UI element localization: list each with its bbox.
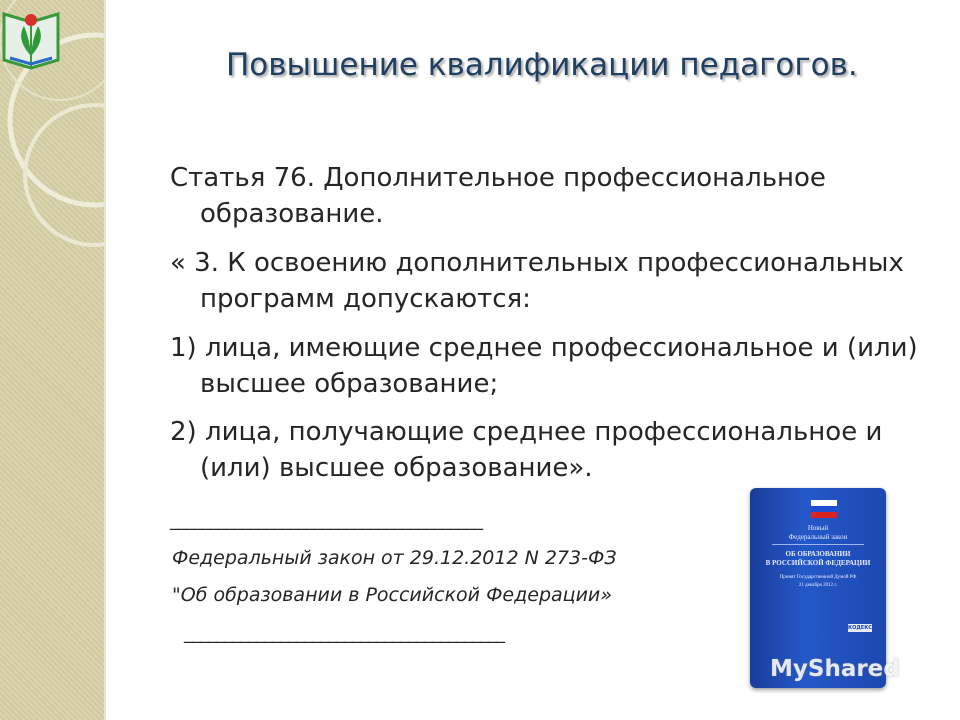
watermark: MyShared [770,656,900,682]
divider-top: _______________________________________ [170,510,482,531]
article-heading [170,160,920,232]
sidebar-edge [104,0,106,720]
russian-flag-icon [811,500,837,518]
divider-bottom: ________________________________________ [184,623,504,644]
book-divider [772,544,864,545]
item-3-line-1: « 3. К освоению дополнительных профессиональных [170,248,904,278]
item-1-line-1: 1) лица, имеющие среднее профессиональное и (или) [170,333,918,363]
book-publisher-badge: КОДЕКС [848,625,872,631]
law-citation-line-2: "Об образовании в Российской Федерации» [172,584,612,606]
sidebar-circles-decoration [0,0,104,720]
item-2-paragraph [170,414,920,486]
item-1-paragraph [170,330,920,402]
decorative-sidebar [0,0,104,720]
union-logo-icon [0,0,62,72]
book-text-2: Федеральный закон [788,533,848,541]
book-text-4: В РОССИЙСКОЙ ФЕДЕРАЦИИ [765,559,871,567]
book-text-6: 21 декабря 2012 г. [798,583,838,588]
law-citation-line-1: Федеральный закон от 29.12.2012 N 273-ФЗ [172,547,617,569]
slide-title: Повышение квалификации педагогов. [226,47,858,83]
article-line-2: образование. [200,199,384,229]
book-text-1: Новый [807,524,829,532]
item-2-line-1: 2) лица, получающие среднее профессиональное и [170,417,883,447]
item-3-paragraph [170,245,920,317]
item-1-line-2: высшее образование; [200,369,499,399]
book-text-5: Принят Государственной Думой РФ [779,575,857,580]
book-text-3: ОБ ОБРАЗОВАНИИ [785,550,851,558]
item-3-line-2: программ допускаются: [200,284,531,314]
article-line-1: Статья 76. Дополнительное профессиональное [170,163,826,193]
item-2-line-2: (или) высшее образование». [200,453,593,483]
